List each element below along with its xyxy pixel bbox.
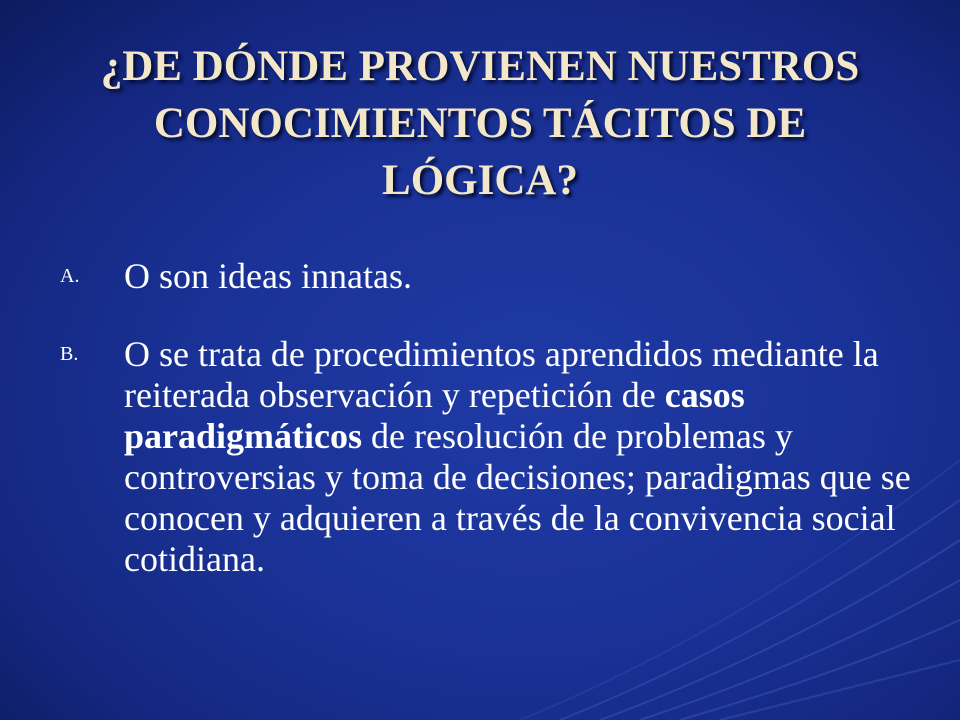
emphasis-text: casos paradigmáticos: [124, 375, 745, 456]
list-marker-a: A.: [60, 265, 80, 287]
list-item-text-b-before: O se trata de procedimientos aprendidos mediante la reiterada observación y repetición de: [124, 334, 879, 415]
list-item-text-b-after: de resolución de problemas y controversias y toma de decisiones; paradigmas que se conocen y adquieren a través de la convivencia social cotidiana.: [124, 416, 911, 579]
slide-title: ¿DE DÓNDE PROVIENEN NUESTROS CONOCIMIENTOS TÁCITOS DE LÓGICA?: [100, 43, 860, 204]
list-item-text-b: [124, 334, 914, 580]
list-item-text-a: O son ideas innatas.: [124, 256, 412, 296]
list-marker-b: B.: [60, 343, 79, 365]
